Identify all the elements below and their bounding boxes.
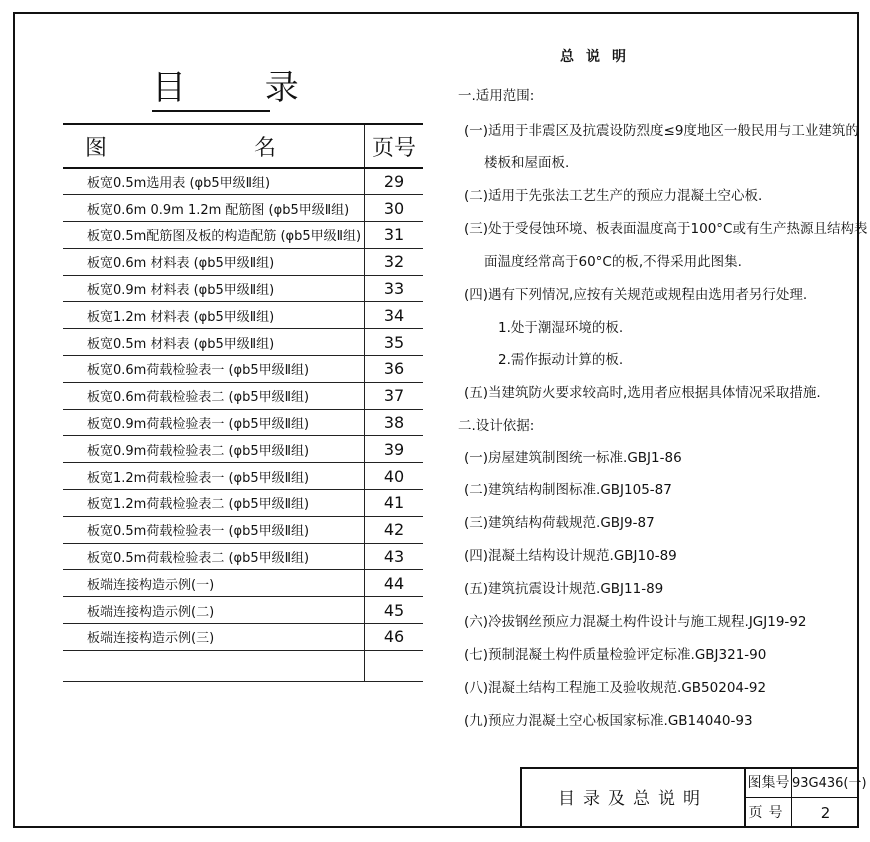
toc-row	[63, 463, 423, 490]
toc-row	[63, 543, 423, 570]
toc-row	[63, 329, 423, 356]
notes-line: (六)冷拔钢丝预应力混凝土构件设计与施工规程.JGJ19-92	[464, 614, 807, 630]
toc-row-name: 板端连接构造示例(二)	[63, 597, 365, 624]
notes-line: 一.适用范围:	[458, 88, 535, 104]
toc-row	[63, 248, 423, 275]
toc-header-row	[63, 124, 423, 168]
notes-line: (一)适用于非震区及抗震设防烈度≤9度地区一般民用与工业建筑的	[464, 123, 859, 139]
toc-row-name: 板宽1.2m荷载检验表二 (φb5甲级Ⅱ组)	[63, 490, 365, 517]
toc-row-page: 45	[365, 597, 424, 624]
page-number-value: 2	[820, 804, 831, 822]
toc-row	[63, 195, 423, 222]
toc-row	[63, 597, 423, 624]
toc-blank-cell	[63, 650, 365, 681]
toc-row	[63, 356, 423, 383]
toc-row-page: 44	[365, 570, 424, 597]
toc-row-name: 板宽0.6m 0.9m 1.2m 配筋图 (φb5甲级Ⅱ组)	[63, 195, 365, 222]
toc-row	[63, 168, 423, 195]
toc-row-page: 30	[365, 195, 424, 222]
toc-row	[63, 382, 423, 409]
toc-row-name: 板端连接构造示例(一)	[63, 570, 365, 597]
toc-row-page: 29	[365, 168, 424, 195]
toc-row-name: 板宽0.5m荷载检验表二 (φb5甲级Ⅱ组)	[63, 543, 365, 570]
toc-row-name: 板宽1.2m 材料表 (φb5甲级Ⅱ组)	[63, 302, 365, 329]
atlas-number-value: 93G436(一)	[792, 769, 859, 798]
toc-row-page: 35	[365, 329, 424, 356]
toc-row-name: 板端连接构造示例(三)	[63, 624, 365, 651]
toc-row-name: 板宽0.5m配筋图及板的构造配筋 (φb5甲级Ⅱ组)	[63, 222, 365, 249]
notes-line: (四)混凝土结构设计规范.GBJ10-89	[464, 548, 677, 564]
notes-line: 面温度经常高于60°C的板,不得采用此图集.	[484, 254, 742, 270]
toc-title-underline	[152, 110, 270, 112]
notes-line: (八)混凝土结构工程施工及验收规范.GB50204-92	[464, 680, 767, 696]
toc-row-name: 板宽0.5m 材料表 (φb5甲级Ⅱ组)	[63, 329, 365, 356]
title-block-title: 目录及总说明	[522, 769, 746, 828]
toc-title: 目 录	[152, 68, 333, 108]
toc-body	[63, 168, 423, 681]
notes-line: (四)遇有下列情况,应按有关规范或规程由选用者另行处理.	[464, 287, 808, 303]
notes-line: (二)适用于先张法工艺生产的预应力混凝土空心板.	[464, 188, 763, 204]
toc-table	[63, 123, 423, 682]
notes-line: (七)预制混凝土构件质量检验评定标准.GBJ321-90	[464, 647, 767, 663]
notes-line: (一)房屋建筑制图统一标准.GBJ1-86	[464, 450, 682, 466]
toc-row	[63, 624, 423, 651]
toc-row	[63, 516, 423, 543]
title-block	[520, 767, 867, 828]
notes-line: (三)处于受侵蚀环境、板表面温度高于100°C或有生产热源且结构表	[464, 221, 868, 237]
toc-row	[63, 570, 423, 597]
notes-title: 总说明	[560, 49, 638, 65]
toc-row-page: 41	[365, 490, 424, 517]
toc-row-page: 43	[365, 543, 424, 570]
notes-line: (九)预应力混凝土空心板国家标准.GB14040-93	[464, 713, 753, 729]
toc-blank-row	[63, 650, 423, 681]
toc-row-page: 37	[365, 382, 424, 409]
notes-line: (三)建筑结构荷载规范.GBJ9-87	[464, 515, 655, 531]
toc-row-name: 板宽0.6m 材料表 (φb5甲级Ⅱ组)	[63, 248, 365, 275]
toc-row	[63, 275, 423, 302]
toc-row-name: 板宽0.5m荷载检验表一 (φb5甲级Ⅱ组)	[63, 516, 365, 543]
toc-row-name: 板宽0.6m荷载检验表一 (φb5甲级Ⅱ组)	[63, 356, 365, 383]
page-number-label: 页号	[746, 798, 792, 828]
toc-header-name: 图 名	[63, 124, 365, 168]
toc-row-page: 36	[365, 356, 424, 383]
toc-row-name: 板宽0.9m荷载检验表二 (φb5甲级Ⅱ组)	[63, 436, 365, 463]
toc-row	[63, 302, 423, 329]
toc-blank-cell	[365, 650, 424, 681]
toc-row-name: 板宽1.2m荷载检验表一 (φb5甲级Ⅱ组)	[63, 463, 365, 490]
toc-row-page: 33	[365, 275, 424, 302]
toc-row-page: 34	[365, 302, 424, 329]
notes-line: (二)建筑结构制图标准.GBJ105-87	[464, 482, 672, 498]
toc-row-page: 32	[365, 248, 424, 275]
toc-row-name: 板宽0.5m选用表 (φb5甲级Ⅱ组)	[63, 168, 365, 195]
toc-row	[63, 409, 423, 436]
notes-line: 楼板和屋面板.	[484, 155, 570, 171]
toc-row-page: 38	[365, 409, 424, 436]
atlas-number-label: 图集号	[746, 769, 792, 798]
toc-row-page: 42	[365, 516, 424, 543]
notes-line: 2.需作振动计算的板.	[498, 352, 624, 368]
notes-line: 二.设计依据:	[458, 418, 535, 434]
notes-line: (五)建筑抗震设计规范.GBJ11-89	[464, 581, 664, 597]
toc-row-page: 31	[365, 222, 424, 249]
notes-line: 1.处于潮湿环境的板.	[498, 320, 624, 336]
toc-row	[63, 490, 423, 517]
toc-header-page: 页号	[365, 124, 424, 168]
toc-row	[63, 222, 423, 249]
notes-line: (五)当建筑防火要求较高时,选用者应根据具体情况采取措施.	[464, 385, 821, 401]
toc-row	[63, 436, 423, 463]
toc-row-page: 39	[365, 436, 424, 463]
toc-row-name: 板宽0.9m荷载检验表一 (φb5甲级Ⅱ组)	[63, 409, 365, 436]
toc-row-name: 板宽0.9m 材料表 (φb5甲级Ⅱ组)	[63, 275, 365, 302]
toc-row-page: 40	[365, 463, 424, 490]
toc-row-name: 板宽0.6m荷载检验表二 (φb5甲级Ⅱ组)	[63, 382, 365, 409]
toc-row-page: 46	[365, 624, 424, 651]
